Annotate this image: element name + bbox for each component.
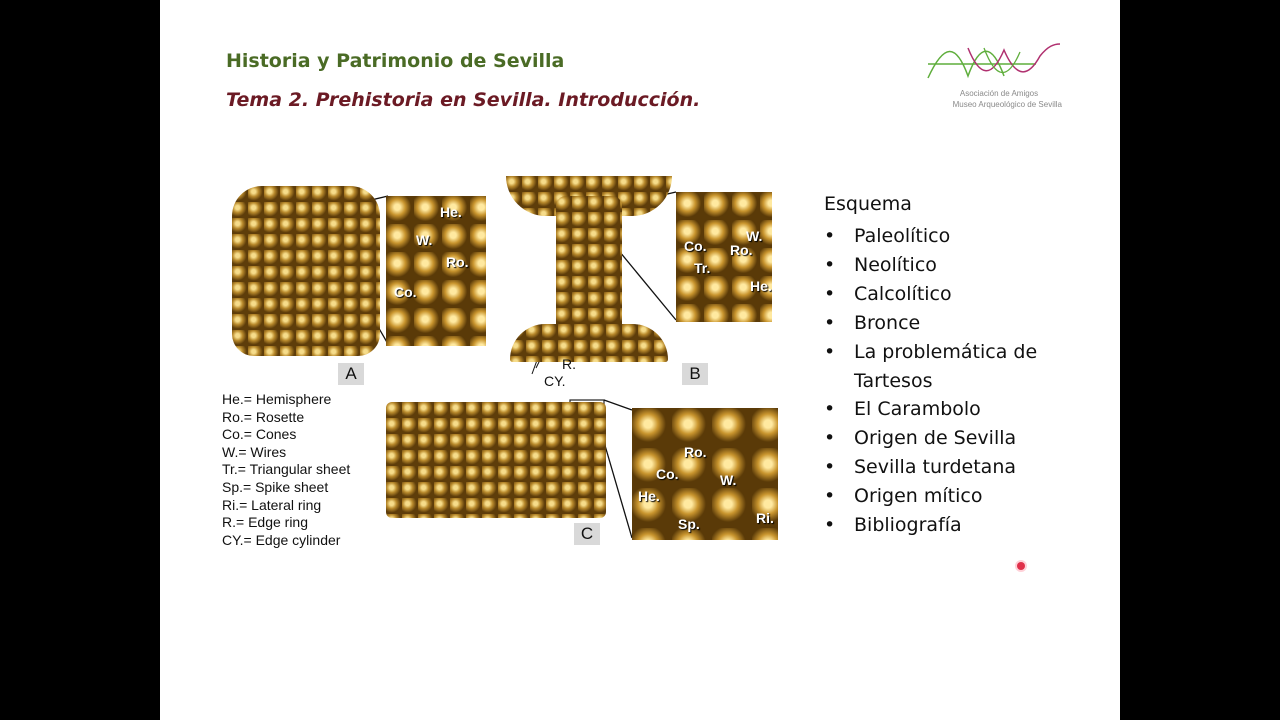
zoom-b-label-co: Co. — [684, 238, 707, 254]
panel-b-zoom-photo — [676, 192, 772, 322]
outline-item: • La problemática de Tartesos — [824, 338, 1054, 396]
zoom-b-label-ro: Ro. — [730, 242, 753, 258]
bullet-icon: • — [824, 485, 836, 508]
outline-item: • Bibliografía — [824, 511, 1054, 540]
outline-list — [824, 222, 1054, 540]
legend-item: He.= Hemisphere — [222, 391, 332, 407]
panel-c-zoom-photo — [632, 408, 778, 540]
bullet-icon: • — [824, 225, 836, 247]
outline-item: • Origen mítico — [824, 482, 1054, 511]
bullet-icon: • — [824, 398, 836, 421]
legend-item: Ro.= Rosette — [222, 408, 305, 425]
zoom-a-label-co: Co. — [394, 284, 417, 300]
zoom-b-label-tr: Tr. — [694, 260, 711, 276]
bullet-icon: • — [824, 427, 836, 450]
panel-label-c: C — [574, 523, 600, 545]
zoom-b-label-w: W. — [746, 228, 763, 244]
bullet-icon: • — [824, 456, 836, 479]
panel-label-b: B — [682, 363, 708, 385]
slide-subtitle: Tema 2. Prehistoria en Sevilla. Introducción. — [226, 89, 701, 111]
slide-title: Historia y Patrimonio de Sevilla — [226, 50, 565, 72]
zoom-b-label-he: He. — [750, 278, 772, 294]
panel-c-plaque-photo — [386, 402, 606, 518]
laser-pointer-icon — [1017, 562, 1025, 570]
panel-a-bracelet-photo — [232, 186, 380, 356]
callout-cy: CY. — [544, 373, 566, 389]
outline-item: • Bronce — [824, 309, 1054, 338]
figure-legend — [222, 391, 350, 549]
legend-item: Ri.= Lateral ring — [222, 496, 322, 513]
zoom-c-label-sp: Sp. — [678, 516, 700, 532]
legend-item: CY.= Edge cylinder — [222, 531, 341, 548]
zoom-c-label-w: W. — [720, 472, 737, 488]
bullet-icon: • — [824, 253, 836, 276]
slide — [160, 0, 1120, 720]
outline-item: • Sevilla turdetana — [824, 453, 1054, 482]
legend-item: Co.= Cones — [222, 426, 297, 443]
outline-title: Esquema — [824, 193, 912, 215]
zoom-a-label-ro: Ro. — [446, 254, 469, 270]
bullet-icon: • — [824, 311, 836, 334]
panel-b-diadem-photo — [506, 176, 672, 362]
panel-a-zoom-photo — [386, 196, 486, 346]
bullet-icon: • — [824, 340, 836, 363]
zoom-c-label-he: He. — [638, 488, 660, 504]
bullet-icon: • — [824, 282, 836, 305]
legend-item: R.= Edge ring — [222, 514, 308, 531]
outline-item: • El Carambolo — [824, 395, 1054, 424]
outline-item: • Origen de Sevilla — [824, 424, 1054, 453]
logo-line-2: Museo Arqueológico de Sevilla — [952, 100, 1062, 109]
zoom-c-label-co: Co. — [656, 466, 679, 482]
outline-item: • Paleolítico — [824, 222, 1054, 251]
zoom-a-label-w: W. — [416, 232, 433, 248]
legend-item: W.= Wires — [222, 443, 287, 460]
outline-item: • Calcolítico — [824, 280, 1054, 309]
zoom-c-label-ri: Ri. — [756, 510, 774, 526]
callout-r: R. — [562, 356, 576, 372]
zoom-a-label-he: He. — [440, 204, 462, 220]
logo-line-1: Asociación de Amigos — [959, 89, 1039, 98]
zoom-c-label-ro: Ro. — [684, 444, 707, 460]
outline-item: • Neolítico — [824, 251, 1054, 280]
panel-label-a: A — [338, 363, 364, 385]
bullet-icon: • — [824, 514, 836, 537]
legend-item: Sp.= Spike sheet — [222, 478, 329, 495]
legend-item: Tr.= Triangular sheet — [222, 461, 351, 478]
